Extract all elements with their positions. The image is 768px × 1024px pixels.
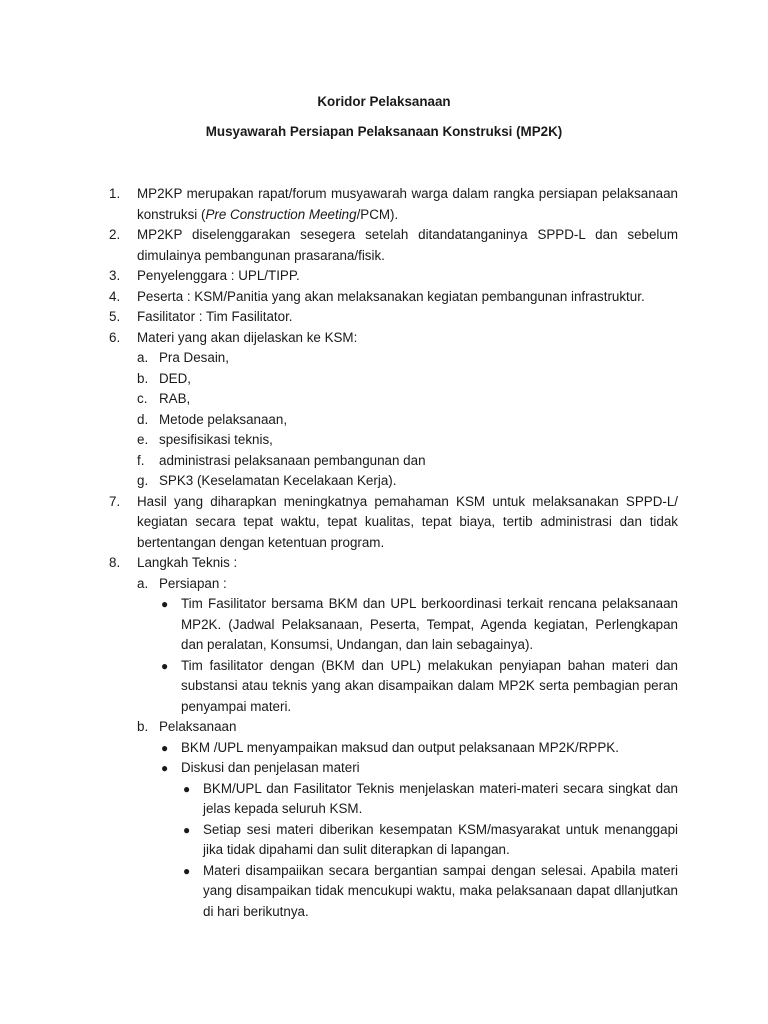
item-number: 1. xyxy=(109,186,121,201)
sublist-item: f. administrasi pelaksanaan pembangunan dan xyxy=(137,452,426,468)
bullet-icon: ● xyxy=(183,781,191,796)
bullet-icon: ● xyxy=(161,597,169,611)
bullet-list xyxy=(159,594,678,717)
numbered-list xyxy=(109,184,678,922)
item-number: 5. xyxy=(109,309,121,324)
nested-bullet-item: ● Materi disampaiikan secara bergantian sampai dengan selesai. Apabila materi yang disampaikan tidak mencukupi waktu, maka pelaksanaan dapat dllanjutkan di hari berikutnya. xyxy=(183,862,678,919)
item-text: MP2KP merupakan rapat/forum musyawarah warga dalam rangka persiapan pelaksanaan konstruksi (Pre Construction Meeting/PCM). xyxy=(137,186,678,222)
item-text: Langkah Teknis : xyxy=(137,555,238,570)
document-title: Koridor Pelaksanaan xyxy=(317,94,451,109)
bullet-icon: ● xyxy=(161,740,169,755)
nested-bullet-item: ● BKM/UPL dan Fasilitator Teknis menjelaskan materi-materi secara singkat dan jelas kepada seluruh KSM. xyxy=(183,780,678,816)
list-item-4 xyxy=(109,287,678,308)
item-number: 7. xyxy=(109,493,121,509)
list-item-6 xyxy=(109,328,678,492)
sublist-item-pelaksanaan: b. Pelaksanaan ● BKM /UPL menyampaikan maksud dan output pelaksanaan MP2K/RPPK. ● Diskusi dan penjelasan materi ● BKM/UPL dan Fasilitator Teknis menjelaskan materi-materi secara singkat dan jelas kepada seluruh KSM. ● Setiap sesi materi diberikan kesempatan KSM/masyarakat untuk menanggapi jika tidak dipahami dan sulit diterapkan di lapangan. ● Materi disampaiikan secara bergantian sampai dengan selesai. Apabila materi yang disampaikan tidak mencukupi waktu, maka pelaksanaan dapat dllanjutkan di hari berikutnya. xyxy=(137,717,678,922)
list-item-3 xyxy=(109,266,678,287)
item-number: 3. xyxy=(109,268,121,283)
item-text: Penyelenggara : UPL/TIPP. xyxy=(137,268,300,283)
sublist-item: b. DED, xyxy=(137,370,191,386)
item-number: 4. xyxy=(109,288,121,304)
bullet-list xyxy=(159,738,678,923)
document-body xyxy=(109,184,678,922)
list-item-5 xyxy=(109,307,678,328)
item-text: Fasilitator : Tim Fasilitator. xyxy=(137,309,293,324)
list-item-2 xyxy=(109,225,678,266)
document-subtitle: Musyawarah Persiapan Pelaksanaan Konstruksi (MP2K) xyxy=(205,124,563,139)
sublist-item: d. Metode pelaksanaan, xyxy=(137,411,288,427)
sublist-item: g. SPK3 (Keselamatan Kecelakaan Kerja). xyxy=(137,473,397,488)
sublist-item-persiapan: a. Persiapan : ● Tim Fasilitator bersama BKM dan UPL berkoordinasi terkait rencana pelaksanaan MP2K. (Jadwal Pelaksanaan, Peserta, Tempat, Agenda kegiatan, Perlengkapan dan peralatan, Konsumsi, Undangan, dan lain sebagainya). ● Tim fasilitator dengan (BKM dan UPL) melakukan penyiapan bahan materi dan substansi atau teknis yang akan disampaikan dalam MP2K serta pembagian peran penyampai materi. xyxy=(137,574,678,718)
item-number: 2. xyxy=(109,227,121,242)
sublist-item: e. spesifisikasi teknis, xyxy=(137,432,273,447)
item-text: Peserta : KSM/Panitia yang akan melaksanakan kegiatan pembangunan infrastruktur. xyxy=(137,288,645,304)
bullet-icon: ● xyxy=(161,761,169,775)
material-sublist xyxy=(137,348,678,492)
sublist-item: c. RAB, xyxy=(137,391,191,406)
sublist-item: a. Pra Desain, xyxy=(137,350,229,365)
italic-term: Pre Construction Meeting xyxy=(205,206,357,222)
bullet-icon: ● xyxy=(183,863,191,878)
bullet-icon: ● xyxy=(183,822,191,837)
bullet-item: ● Tim Fasilitator bersama BKM dan UPL berkoordinasi terkait rencana pelaksanaan MP2K. (Jadwal Pelaksanaan, Peserta, Tempat, Agenda kegiatan, Perlengkapan dan peralatan, Konsumsi, Undangan, dan lain sebagainya). xyxy=(161,596,678,652)
list-item-8 xyxy=(109,553,678,922)
bullet-item: ● Tim fasilitator dengan (BKM dan UPL) melakukan penyiapan bahan materi dan substansi atau teknis yang akan disampaikan dalam MP2K serta pembagian peran penyampai materi. xyxy=(161,657,678,714)
item-text: MP2KP diselenggarakan sesegera setelah ditandatanganinya SPPD-L dan sebelum dimulainya pembangunan prasarana/fisik. xyxy=(137,227,678,263)
bullet-item: ● BKM /UPL menyampaikan maksud dan output pelaksanaan MP2K/RPPK. xyxy=(159,738,678,759)
item-number: 6. xyxy=(109,329,121,345)
bullet-icon: ● xyxy=(161,658,169,673)
item-number: 8. xyxy=(109,555,121,570)
list-item-7 xyxy=(109,492,678,554)
steps-sublist xyxy=(137,574,678,923)
item-text: Materi yang akan dijelaskan ke KSM: xyxy=(137,329,358,345)
bullet-item: ● Diskusi dan penjelasan materi ● BKM/UPL dan Fasilitator Teknis menjelaskan materi-materi secara singkat dan jelas kepada seluruh KSM. ● Setiap sesi materi diberikan kesempatan KSM/masyarakat untuk menanggapi jika tidak dipahami dan sulit diterapkan di lapangan. ● Materi disampaiikan secara bergantian sampai dengan selesai. Apabila materi yang disampaikan tidak mencukupi waktu, maka pelaksanaan dapat dllanjutkan di hari berikutnya. xyxy=(159,758,678,922)
nested-bullet-list xyxy=(181,779,678,923)
nested-bullet-item: ● Setiap sesi materi diberikan kesempatan KSM/masyarakat untuk menanggapi jika tidak dipahami dan sulit diterapkan di lapangan. xyxy=(183,821,678,857)
list-item-1 xyxy=(109,184,678,225)
item-text: Hasil yang diharapkan meningkatnya pemahaman KSM untuk melaksanakan SPPD-L/ kegiatan secara tepat waktu, tepat kualitas, tepat biaya, tertib administrasi dan tidak bertentangan dengan ketentuan program. xyxy=(137,493,678,550)
